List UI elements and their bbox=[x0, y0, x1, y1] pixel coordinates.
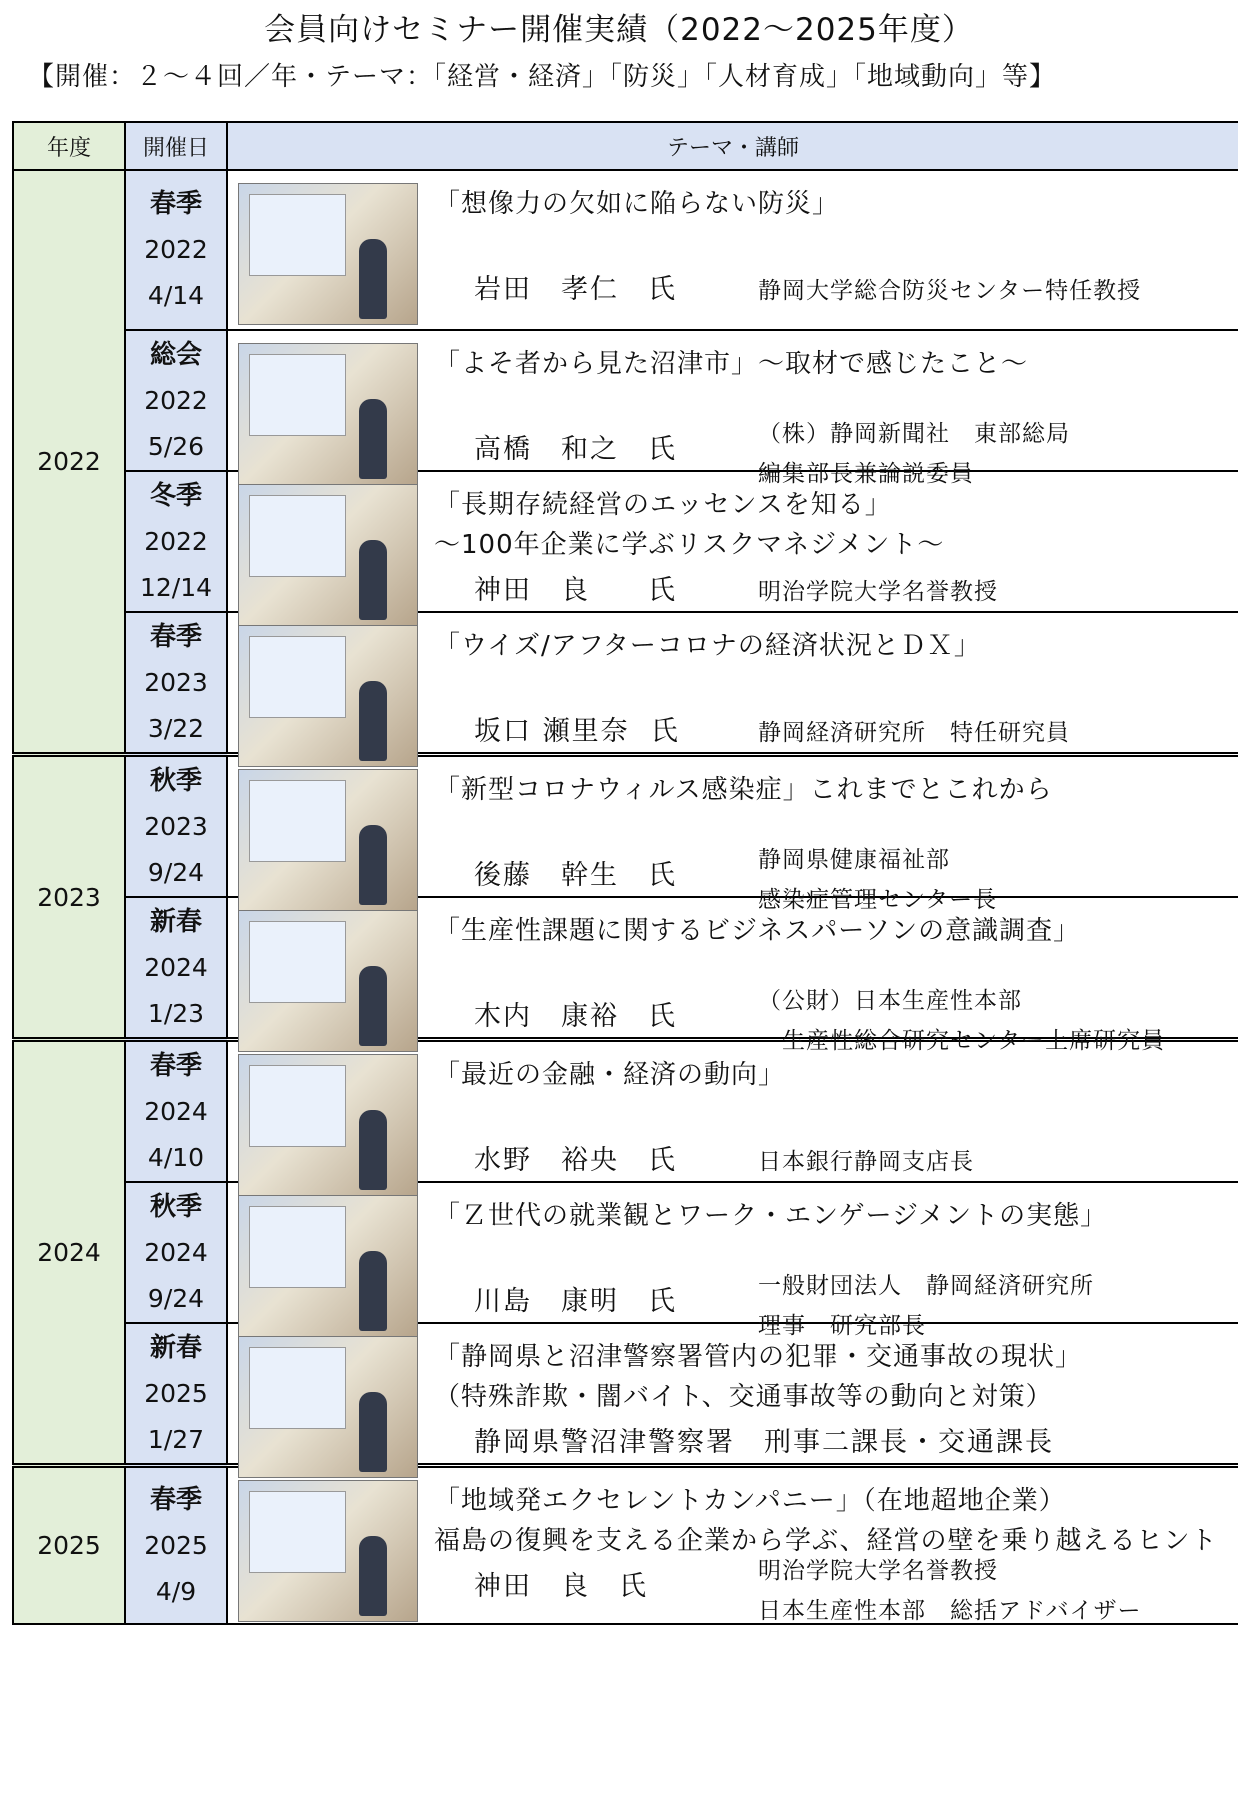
table-row bbox=[13, 170, 1238, 330]
date-cell bbox=[125, 1182, 227, 1323]
affiliation-line: 明治学院大学名誉教授 bbox=[758, 579, 998, 605]
speaker-name: 川島 康明 氏 bbox=[474, 1286, 677, 1317]
affiliation-line: （公財）日本生産性本部 bbox=[758, 988, 1022, 1014]
affiliation-line: 静岡経済研究所 特任研究員 bbox=[758, 720, 1070, 746]
speaker-name: 後藤 幹生 氏 bbox=[474, 860, 677, 891]
year-cell: 2022 bbox=[13, 170, 125, 755]
seminar-photo bbox=[238, 1480, 418, 1622]
affiliation-line: 日本生産性本部 総括アドバイザー bbox=[758, 1598, 1142, 1624]
date-day: 9/24 bbox=[147, 1283, 205, 1313]
seminar-photo bbox=[238, 1336, 418, 1478]
affiliation-line: 明治学院大学名誉教授 bbox=[758, 1558, 998, 1584]
header-date: 開催日 bbox=[125, 122, 227, 170]
season-label: 春季 bbox=[149, 1484, 202, 1515]
speaker-name: 神田 良 氏 bbox=[474, 1571, 648, 1602]
season-label: 秋季 bbox=[149, 1191, 202, 1222]
seminar-photo bbox=[238, 1054, 418, 1196]
seminar-table bbox=[12, 121, 1238, 1625]
date-year: 2023 bbox=[144, 667, 208, 697]
speaker-name: 木内 康裕 氏 bbox=[474, 1001, 677, 1032]
affiliation-line: 感染症管理センター長 bbox=[758, 887, 998, 913]
speaker-affiliation bbox=[758, 1551, 1142, 1631]
speaker-affiliation bbox=[758, 572, 998, 612]
date-year: 2024 bbox=[144, 1096, 208, 1126]
date-cell bbox=[125, 1466, 227, 1625]
date-year: 2022 bbox=[144, 385, 208, 415]
theme-text: 「想像力の欠如に陥らない防災」 bbox=[434, 189, 840, 219]
date-year: 2022 bbox=[144, 235, 208, 264]
affiliation-line: 日本銀行静岡支店長 bbox=[758, 1149, 974, 1175]
theme-text: 「ウイズ/アフターコロナの経済状況とＤＸ」 bbox=[434, 631, 981, 661]
seminar-photo bbox=[238, 1195, 418, 1337]
theme-subtext: ～100年企業に学ぶリスクマネジメント～ bbox=[434, 530, 945, 560]
speaker-name: 岩田 孝仁 氏 bbox=[474, 274, 677, 305]
theme-text: 「長期存続経営のエッセンスを知る」 bbox=[434, 490, 892, 520]
theme-text: 「静岡県と沼津警察署管内の犯罪・交通事故の現状」 bbox=[434, 1342, 1083, 1372]
theme-cell bbox=[227, 1323, 1238, 1466]
theme-cell bbox=[227, 897, 1238, 1054]
season-label: 新春 bbox=[149, 1332, 202, 1363]
seminar-photo bbox=[238, 343, 418, 485]
season-label: 秋季 bbox=[149, 765, 202, 796]
affiliation-line: （株）静岡新聞社 東部総局 bbox=[758, 421, 1070, 447]
affiliation-line: 編集部長兼論説委員 bbox=[758, 461, 974, 487]
date-cell bbox=[125, 1040, 227, 1183]
season-label: 春季 bbox=[149, 189, 202, 219]
speaker-name: 静岡県警沼津警察署 刑事二課長・交通課長 bbox=[474, 1427, 1054, 1458]
date-day: 3/22 bbox=[147, 713, 205, 743]
date-year: 2025 bbox=[144, 1378, 208, 1408]
seminar-photo bbox=[238, 625, 418, 767]
date-year: 2022 bbox=[144, 526, 208, 556]
speaker-name: 高橋 和之 氏 bbox=[474, 434, 677, 465]
theme-text: 「最近の金融・経済の動向」 bbox=[434, 1060, 786, 1090]
table-row bbox=[13, 612, 1238, 755]
seminar-photo bbox=[238, 910, 418, 1052]
theme-cell bbox=[227, 612, 1238, 755]
page-title: 会員向けセミナー開催実績（2022～2025年度） bbox=[264, 12, 974, 48]
date-year: 2025 bbox=[144, 1530, 208, 1560]
theme-text: 「よそ者から見た沼津市」～取材で感じたこと～ bbox=[434, 349, 1029, 379]
theme-cell bbox=[227, 1466, 1238, 1625]
date-day: 1/23 bbox=[147, 998, 205, 1028]
speaker-name: 坂口 瀬里奈 氏 bbox=[474, 716, 680, 747]
theme-cell bbox=[227, 755, 1238, 913]
year-cell: 2024 bbox=[13, 1040, 125, 1466]
theme-cell bbox=[227, 1182, 1238, 1339]
table-row bbox=[13, 755, 1238, 898]
table-row bbox=[13, 330, 1238, 471]
theme-text: 「生産性課題に関するビジネスパーソンの意識調査」 bbox=[434, 916, 1081, 946]
date-year: 2023 bbox=[144, 811, 208, 841]
date-day: 12/14 bbox=[139, 572, 213, 602]
date-day: 5/26 bbox=[147, 431, 205, 461]
seminar-photo bbox=[238, 769, 418, 911]
date-day: 9/24 bbox=[147, 857, 205, 887]
header-theme: テーマ・講師 bbox=[227, 122, 1238, 170]
season-label: 冬季 bbox=[149, 480, 202, 511]
year-cell: 2023 bbox=[13, 755, 125, 1040]
theme-text: 「新型コロナウィルス感染症」これまでとこれから bbox=[434, 775, 1053, 805]
date-day: 4/10 bbox=[147, 1142, 205, 1172]
affiliation-line: 静岡大学総合防災センター特任教授 bbox=[758, 278, 1142, 304]
speaker-name: 神田 良 氏 bbox=[474, 575, 677, 606]
affiliation-line: 一般財団法人 静岡経済研究所 bbox=[758, 1273, 1094, 1299]
affiliation-line: 静岡県健康福祉部 bbox=[758, 847, 950, 873]
theme-text: 「Ｚ世代の就業観とワーク・エンゲージメントの実態」 bbox=[434, 1201, 1108, 1231]
date-day: 1/27 bbox=[147, 1424, 205, 1454]
page-subtitle: 【開催：２～４回／年・テーマ：「経営・経済」「防災」「人材育成」「地域動向」等】 bbox=[28, 62, 1057, 92]
table-row bbox=[13, 471, 1238, 612]
speaker-affiliation bbox=[758, 271, 1141, 311]
header-year: 年度 bbox=[13, 122, 125, 170]
table-row bbox=[13, 1040, 1238, 1183]
seminar-photo bbox=[238, 183, 418, 325]
speaker-affiliation bbox=[758, 1142, 974, 1182]
theme-subtext: （特殊詐欺・闇バイト、交通事故等の動向と対策） bbox=[434, 1382, 1053, 1412]
date-day: 4/14 bbox=[147, 281, 205, 310]
theme-cell bbox=[227, 1040, 1238, 1183]
theme-subtext: 福島の復興を支える企業から学ぶ、経営の壁を乗り越えるヒント bbox=[434, 1526, 1218, 1556]
date-cell bbox=[125, 1323, 227, 1466]
affiliation-line: 生産性総合研究センター上席研究員 bbox=[758, 1028, 1166, 1054]
theme-cell bbox=[227, 170, 1238, 330]
theme-cell bbox=[227, 471, 1238, 612]
speaker-affiliation bbox=[758, 713, 1070, 753]
date-day: 4/9 bbox=[155, 1576, 197, 1606]
date-cell bbox=[125, 897, 227, 1040]
seminar-photo bbox=[238, 484, 418, 626]
date-cell bbox=[125, 471, 227, 612]
theme-cell bbox=[227, 330, 1238, 487]
date-year: 2024 bbox=[144, 1237, 208, 1267]
date-cell bbox=[125, 612, 227, 755]
table-row bbox=[13, 1466, 1238, 1625]
date-cell bbox=[125, 170, 227, 330]
table-row bbox=[13, 897, 1238, 1040]
year-cell: 2025 bbox=[13, 1466, 125, 1625]
speaker-name: 水野 裕央 氏 bbox=[474, 1145, 677, 1176]
date-cell bbox=[125, 330, 227, 471]
affiliation-line: 理事 研究部長 bbox=[758, 1313, 926, 1339]
season-label: 総会 bbox=[149, 339, 202, 370]
date-year: 2024 bbox=[144, 952, 208, 982]
season-label: 春季 bbox=[149, 621, 202, 652]
season-label: 新春 bbox=[149, 906, 202, 937]
table-row bbox=[13, 1182, 1238, 1323]
date-cell bbox=[125, 755, 227, 898]
table-row bbox=[13, 1323, 1238, 1466]
season-label: 春季 bbox=[149, 1050, 202, 1081]
theme-text: 「地域発エクセレントカンパニー」（在地超地企業） bbox=[434, 1486, 1066, 1516]
